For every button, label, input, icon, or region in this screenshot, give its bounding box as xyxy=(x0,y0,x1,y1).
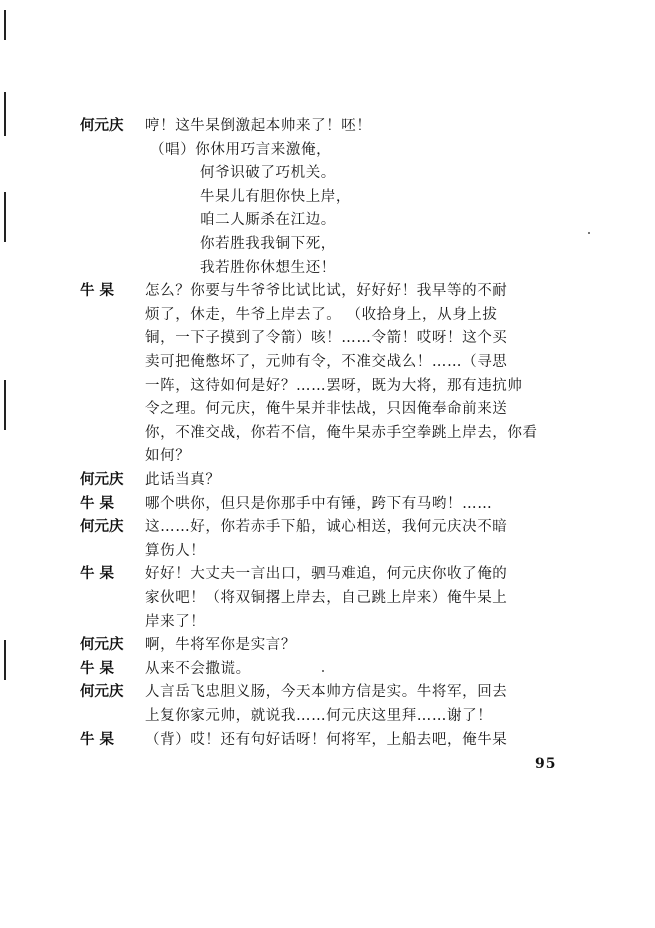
dialogue-line: 好好！大丈夫一言出口，驷马难追，何元庆你收了俺的 xyxy=(145,566,508,583)
speaker-name: 牛 杲 xyxy=(80,730,115,748)
sung-verse-line: 何爷识破了巧机关。 xyxy=(200,165,336,182)
speaker-name: 何元庆 xyxy=(80,471,124,488)
sung-verse-line: 咱二人厮杀在江边。 xyxy=(200,212,336,229)
speaker-name: 何元庆 xyxy=(80,636,124,654)
speaker-name: 何元庆 xyxy=(80,518,124,536)
dialogue-line: 此话当真？ xyxy=(145,472,221,488)
sung-verse-line: 牛杲儿有胆你快上岸， xyxy=(200,188,351,205)
dialogue-line: 如何？ xyxy=(145,448,191,465)
sung-verse-line: （唱）你休用巧言来激俺， xyxy=(150,141,332,158)
dialogue-line: 烦了，休走，牛爷上岸去了。 （收拾身上，从身上拔 xyxy=(145,306,498,323)
dialogue-line: 你，不准交战，你若不信，俺牛杲赤手空拳跳上岸去，你看 xyxy=(145,424,538,441)
page-number: 95 xyxy=(535,756,557,772)
dialogue-line: 人言岳飞忠胆义肠，今天本帅方信是实。牛将军，回去 xyxy=(145,684,508,701)
dialogue-line: 哼！这牛杲倒激起本帅来了！呸！ xyxy=(145,118,372,134)
dialogue-line: 一阵，这待如何是好？……罢呀，既为大将，那有违抗帅 xyxy=(145,377,523,394)
dialogue-line: （背）哎！还有句好话呀！何将军，上船去吧，俺牛杲 xyxy=(145,731,508,748)
dialogue-line: 铜，一下子摸到了令箭）咳！……令箭！哎呀！这个买 xyxy=(145,330,508,347)
dialogue-line: 卖可把俺憋坏了，元帅有令，不准交战么！……（寻思 xyxy=(145,354,508,370)
speaker-name: 牛 杲 xyxy=(80,494,115,512)
speaker-name: 何元庆 xyxy=(80,683,124,701)
speaker-name: 何元庆 xyxy=(80,117,124,134)
dialogue-line: 这……好，你若赤手下船，诚心相送，我何元庆决不暗 xyxy=(145,519,508,536)
dialogue-line: 算伤人！ xyxy=(145,542,206,559)
sung-verse-line: 你若胜我我铜下死， xyxy=(200,236,336,252)
sung-verse-line: 我若胜你休想生还！ xyxy=(200,259,336,276)
speaker-name: 牛 杲 xyxy=(80,282,115,300)
dialogue-line: 啊，牛将军你是实言？ xyxy=(145,637,296,654)
speaker-name: 牛 杲 xyxy=(80,659,115,677)
dialogue-line: 岸来了！ xyxy=(145,613,206,630)
dialogue-line: 上复你家元帅，就说我……何元庆这里拜……谢了！ xyxy=(145,708,493,724)
dialogue-line: 从来不会撒谎。 xyxy=(145,660,251,677)
dialogue-line: 哪个哄你，但只是你那手中有锤，跨下有马哟！…… xyxy=(145,495,493,512)
dialogue-line: 怎么？你要与牛爷爷比试比试，好好好！我早等的不耐 xyxy=(145,283,508,300)
speaker-name: 牛 杲 xyxy=(80,565,115,583)
dialogue-line: 令之理。何元庆，俺牛杲并非怯战，只因俺奉命前来送 xyxy=(145,401,508,418)
dialogue-line: 家伙吧！（将双铜撂上岸去，自己跳上岸来）俺牛杲上 xyxy=(145,590,508,606)
